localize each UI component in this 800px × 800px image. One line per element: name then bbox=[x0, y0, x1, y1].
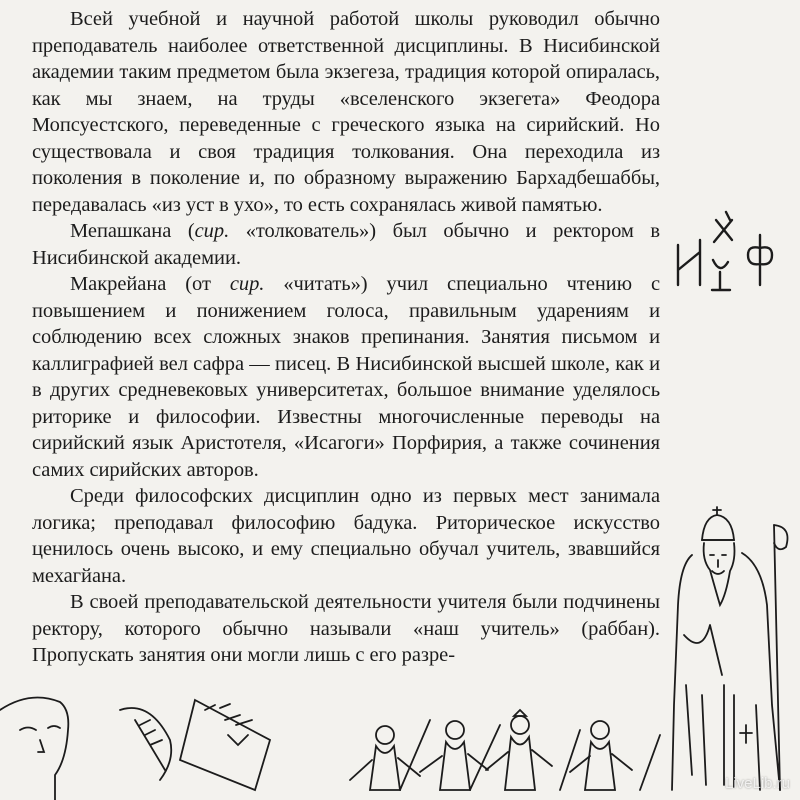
paragraph bbox=[32, 483, 660, 589]
paragraph bbox=[32, 6, 660, 218]
italic-abbreviation: сир. bbox=[229, 273, 265, 295]
italic-abbreviation: сир. bbox=[194, 220, 230, 242]
paragraph bbox=[32, 218, 660, 271]
text-segment: В своей преподавательской деятельности учителя были подчинены ректору, которого обычно называли «наш учитель» (раббан). Пропускать занятия они могли лишь с его разре- bbox=[32, 591, 660, 666]
watermark-logo: LiveLib.ru bbox=[724, 775, 790, 792]
text-segment: Всей учебной и научной работой школы руководил обычно преподаватель наиболее ответственной дисциплины. В Нисибинской академии таким предметом была экзегеза, традиция которой опиралась, как мы знаем, на труды «вселенского экзегета» Феодора Мопсуестского, переведенные с греческого языка на сирийский. Но существовала и своя традиция толкования. Она переходила из поколения в поколение и, по образному выражению Бархадбешаббы, передавалась «из уст в ухо», то есть сохранялась живой памятью. bbox=[32, 8, 660, 216]
syriac-letters-illustration bbox=[668, 200, 798, 320]
paragraph bbox=[32, 271, 660, 483]
text-segment: Среди философских дисциплин одно из первых мест занимала логика; преподавал философию бадука. Риторическое искусство ценилось очень высоко, и ему специально обучал учитель, звавшийся мехагйана. bbox=[32, 485, 660, 587]
text-segment: Макрейана (от bbox=[70, 273, 230, 295]
text-segment: «читать») учил специально чтению с повышением и понижением голоса, правильным ударениям и соблюдению всех сложных знаков препинания. Занятия письмом и каллиграфией вел сафра — писец. В Нисибинской высшей школе, как и в других средневековых университетах, большое внимание уделялось риторике и философии. Известны многочисленные переводы на сирийский язык Аристотеля, «Исагоги» Порфирия, а также сочинения самих сирийских авторов. bbox=[32, 273, 660, 481]
text-segment: «толкователь») был обычно и ректором в Нисибинской академии. bbox=[32, 220, 660, 269]
paragraph bbox=[32, 589, 660, 669]
students-illustration bbox=[0, 680, 800, 800]
body-text bbox=[32, 6, 660, 669]
text-segment: Мепашкана ( bbox=[70, 220, 195, 242]
